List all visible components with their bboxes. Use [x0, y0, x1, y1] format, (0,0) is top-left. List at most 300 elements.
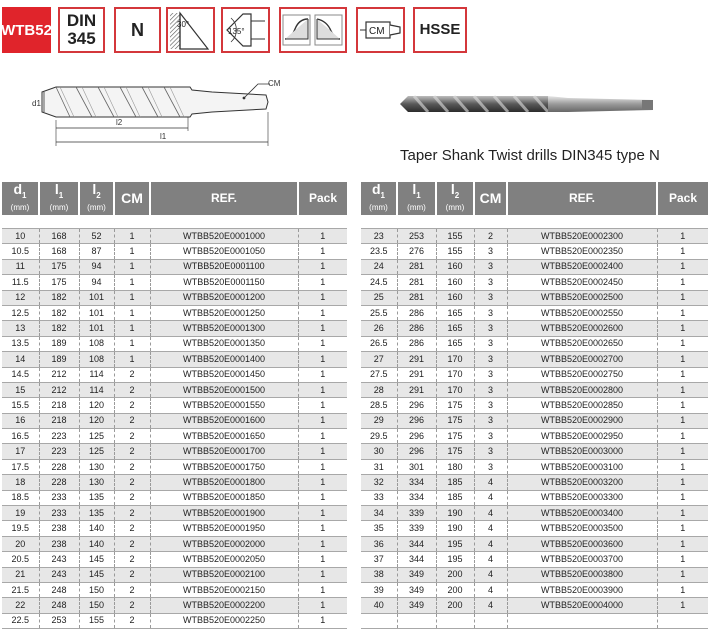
cell-l1: 253	[397, 229, 436, 244]
cell-pack: 1	[298, 490, 347, 505]
cell-l2: 52	[79, 229, 114, 244]
cell-cm: 3	[474, 413, 507, 428]
cell-cm: 2	[114, 444, 150, 459]
cell-cm: 3	[474, 398, 507, 413]
cell-l2: 185	[436, 490, 474, 505]
cell-d1: 28	[361, 382, 397, 397]
cell-pack: 1	[657, 275, 708, 290]
cell-ref: WTBB520E0002800	[507, 382, 657, 397]
angle-text: 135°	[228, 27, 245, 36]
table-row	[2, 598, 347, 613]
cell-pack: 1	[298, 552, 347, 567]
cell-cm: 4	[474, 475, 507, 490]
cell-l2: 200	[436, 567, 474, 582]
cell-d1: 24.5	[361, 275, 397, 290]
cell-cm	[474, 613, 507, 628]
cell-d1: 19.5	[2, 521, 39, 536]
cell-pack: 1	[298, 275, 347, 290]
cell-cm: 1	[114, 275, 150, 290]
material-badge	[413, 7, 467, 53]
spec-table-left	[2, 182, 347, 629]
cell-pack: 1	[298, 429, 347, 444]
table-row	[2, 552, 347, 567]
cell-l1: 349	[397, 567, 436, 582]
cell-ref: WTBB520E0002200	[150, 598, 298, 613]
cell-d1: 29	[361, 413, 397, 428]
cell-ref: WTBB520E0003400	[507, 506, 657, 521]
cell-cm: 2	[114, 598, 150, 613]
cell-ref: WTBB520E0001650	[150, 429, 298, 444]
cell-ref: WTBB520E0001300	[150, 321, 298, 336]
cell-l1: 243	[39, 567, 79, 582]
cell-pack: 1	[298, 459, 347, 474]
cell-cm: 1	[114, 336, 150, 351]
cell-d1: 30	[361, 444, 397, 459]
cell-l2: 120	[79, 413, 114, 428]
cell-l1: 218	[39, 398, 79, 413]
cell-d1: 38	[361, 567, 397, 582]
cell-l1: 344	[397, 552, 436, 567]
cell-l2: 125	[79, 429, 114, 444]
cell-l1: 296	[397, 413, 436, 428]
table-row	[2, 290, 347, 305]
cell-l2: 185	[436, 475, 474, 490]
cell-d1: 24	[361, 259, 397, 274]
table-row	[361, 382, 708, 397]
cell-ref: WTBB520E0002350	[507, 244, 657, 259]
cell-pack: 1	[657, 506, 708, 521]
cell-pack: 1	[657, 444, 708, 459]
cell-ref: WTBB520E0001600	[150, 413, 298, 428]
cell-cm: 3	[474, 336, 507, 351]
cell-cm: 3	[474, 444, 507, 459]
table-row	[2, 229, 347, 244]
table-row	[361, 229, 708, 244]
cell-cm: 3	[474, 321, 507, 336]
cell-pack: 1	[657, 352, 708, 367]
cell-ref: WTBB520E0002450	[507, 275, 657, 290]
cell-l1: 349	[397, 598, 436, 613]
cell-d1: 13.5	[2, 336, 39, 351]
table-row	[361, 336, 708, 351]
cell-l1: 175	[39, 275, 79, 290]
table-row	[2, 506, 347, 521]
cell-l1: 223	[39, 429, 79, 444]
cell-cm: 4	[474, 598, 507, 613]
table-row	[361, 490, 708, 505]
cell-l1	[397, 613, 436, 628]
table-row	[2, 321, 347, 336]
cell-cm: 3	[474, 429, 507, 444]
cell-d1: 14.5	[2, 367, 39, 382]
cell-pack: 1	[657, 536, 708, 551]
table-row	[361, 259, 708, 274]
cell-pack: 1	[657, 521, 708, 536]
cell-l1: 218	[39, 413, 79, 428]
cell-pack: 1	[298, 613, 347, 628]
cell-ref: WTBB520E0002750	[507, 367, 657, 382]
cell-l1: 301	[397, 459, 436, 474]
cell-ref: WTBB520E0001150	[150, 275, 298, 290]
cell-cm: 2	[114, 567, 150, 582]
cell-l2: 175	[436, 429, 474, 444]
cell-l1: 243	[39, 552, 79, 567]
cell-pack: 1	[298, 336, 347, 351]
spacer-cell	[298, 215, 347, 229]
cell-d1: 20	[2, 536, 39, 551]
shank-badge	[356, 7, 405, 53]
table-header-row	[2, 182, 347, 215]
cell-d1: 17	[2, 444, 39, 459]
type-label: N	[131, 20, 144, 40]
cell-ref: WTBB520E0003100	[507, 459, 657, 474]
cell-l1: 212	[39, 382, 79, 397]
cell-l2: 140	[79, 521, 114, 536]
cell-d1: 25	[361, 290, 397, 305]
cell-l2: 155	[436, 229, 474, 244]
cell-pack: 1	[298, 521, 347, 536]
cell-l2: 200	[436, 582, 474, 597]
cell-l1: 189	[39, 352, 79, 367]
cell-ref: WTBB520E0001350	[150, 336, 298, 351]
cell-pack: 1	[657, 259, 708, 274]
cell-pack: 1	[298, 367, 347, 382]
cell-pack: 1	[657, 552, 708, 567]
cell-pack: 1	[298, 536, 347, 551]
col-l2: $l_2$ (mm)	[436, 182, 474, 215]
cell-d1: 39	[361, 582, 397, 597]
cell-l1: 233	[39, 506, 79, 521]
product-code: WTB52	[1, 21, 52, 39]
cell-ref: WTBB520E0001000	[150, 229, 298, 244]
product-code-badge	[2, 7, 51, 53]
cell-d1: 16	[2, 413, 39, 428]
cell-pack: 1	[657, 459, 708, 474]
col-d1: $d_1$ (mm)	[2, 182, 39, 215]
cell-pack: 1	[298, 229, 347, 244]
point-angle-icon	[168, 9, 213, 51]
diagram-cm-label: CM	[268, 79, 281, 88]
cell-ref: WTBB520E0002900	[507, 413, 657, 428]
cell-ref: WTBB520E0001250	[150, 305, 298, 320]
cell-cm: 2	[114, 459, 150, 474]
table-row	[361, 275, 708, 290]
cell-l1: 233	[39, 490, 79, 505]
cell-pack: 1	[298, 259, 347, 274]
cell-d1: 18.5	[2, 490, 39, 505]
table-row	[2, 613, 347, 628]
table-row	[361, 567, 708, 582]
table-row	[361, 244, 708, 259]
cell-cm: 2	[114, 413, 150, 428]
spacer-cell	[39, 215, 79, 229]
drill-dimension-diagram	[30, 76, 290, 148]
cell-cm: 3	[474, 275, 507, 290]
cell-l1: 339	[397, 506, 436, 521]
spacer-cell	[150, 215, 298, 229]
cell-l1: 296	[397, 444, 436, 459]
drill-point-angle-icon	[223, 9, 268, 51]
cell-pack: 1	[657, 598, 708, 613]
cell-d1: 36	[361, 536, 397, 551]
cell-ref: WTBB520E0001900	[150, 506, 298, 521]
cell-ref: WTBB520E0002950	[507, 429, 657, 444]
cell-pack: 1	[657, 413, 708, 428]
cell-cm: 2	[114, 506, 150, 521]
cell-cm: 1	[114, 321, 150, 336]
cell-ref: WTBB520E0002600	[507, 321, 657, 336]
cell-d1: 12	[2, 290, 39, 305]
cell-l2: 140	[79, 536, 114, 551]
cell-cm: 2	[474, 229, 507, 244]
spacer-cell	[79, 215, 114, 229]
cell-pack: 1	[657, 398, 708, 413]
table-row	[2, 475, 347, 490]
table-row	[361, 413, 708, 428]
table-row	[2, 429, 347, 444]
cell-l1: 182	[39, 321, 79, 336]
cell-l1: 182	[39, 290, 79, 305]
diagram-l2-label: l2	[116, 118, 123, 127]
cell-ref: WTBB520E0001950	[150, 521, 298, 536]
cell-ref: WTBB520E0002500	[507, 290, 657, 305]
cell-l2: 114	[79, 382, 114, 397]
cell-l2: 155	[436, 244, 474, 259]
cell-ref: WTBB520E0004000	[507, 598, 657, 613]
cell-cm: 2	[114, 490, 150, 505]
table-spacer-row	[361, 215, 708, 229]
cell-pack: 1	[298, 506, 347, 521]
cell-l2: 170	[436, 382, 474, 397]
table-row	[2, 490, 347, 505]
cell-l2: 101	[79, 321, 114, 336]
cell-l2: 150	[79, 598, 114, 613]
flute-profile-icon	[281, 9, 345, 51]
cell-cm: 4	[474, 536, 507, 551]
diagram-l1-label: l1	[160, 132, 167, 141]
cell-pack: 1	[657, 382, 708, 397]
cell-pack: 1	[657, 321, 708, 336]
table-row	[2, 336, 347, 351]
cell-pack: 1	[298, 352, 347, 367]
cell-ref: WTBB520E0003600	[507, 536, 657, 551]
cell-l1: 286	[397, 305, 436, 320]
cell-cm: 4	[474, 552, 507, 567]
cell-l1: 182	[39, 305, 79, 320]
col-l1: $l_1$ (mm)	[397, 182, 436, 215]
taper-shank-icon	[358, 9, 403, 51]
cell-cm: 1	[114, 244, 150, 259]
cell-l1: 334	[397, 490, 436, 505]
cell-l2: 195	[436, 536, 474, 551]
cell-cm: 1	[114, 305, 150, 320]
cell-d1: 26	[361, 321, 397, 336]
cell-l1: 168	[39, 244, 79, 259]
table-row	[2, 459, 347, 474]
spacer-cell	[397, 215, 436, 229]
cell-ref: WTBB520E0002850	[507, 398, 657, 413]
cell-ref: WTBB520E0002700	[507, 352, 657, 367]
cell-d1: 11.5	[2, 275, 39, 290]
spacer-cell	[657, 215, 708, 229]
cell-l1: 238	[39, 521, 79, 536]
cell-pack: 1	[298, 398, 347, 413]
table-row	[2, 413, 347, 428]
cell-d1: 21	[2, 567, 39, 582]
cell-d1: 37	[361, 552, 397, 567]
cell-ref: WTBB520E0002300	[507, 229, 657, 244]
cell-l2: 94	[79, 275, 114, 290]
cell-d1	[361, 613, 397, 628]
col-pack: Pack	[657, 182, 708, 215]
cell-d1: 20.5	[2, 552, 39, 567]
table-row	[361, 321, 708, 336]
cell-pack: 1	[298, 582, 347, 597]
cell-d1: 40	[361, 598, 397, 613]
cell-l1: 296	[397, 398, 436, 413]
spacer-cell	[2, 215, 39, 229]
table-row	[2, 259, 347, 274]
cell-pack: 1	[298, 598, 347, 613]
cell-ref: WTBB520E0002650	[507, 336, 657, 351]
cell-l1: 248	[39, 598, 79, 613]
cell-cm: 3	[474, 259, 507, 274]
cell-l2: 130	[79, 459, 114, 474]
cell-l2: 175	[436, 413, 474, 428]
cell-d1: 10	[2, 229, 39, 244]
cell-l2: 175	[436, 398, 474, 413]
spacer-cell	[361, 215, 397, 229]
table-row	[2, 536, 347, 551]
table-row	[2, 398, 347, 413]
cell-l2: 195	[436, 552, 474, 567]
cell-pack: 1	[657, 336, 708, 351]
cell-l1: 276	[397, 244, 436, 259]
table-row	[361, 444, 708, 459]
table-row	[361, 290, 708, 305]
cell-l2: 108	[79, 336, 114, 351]
cell-d1: 35	[361, 521, 397, 536]
cell-l2: 170	[436, 367, 474, 382]
cell-l1: 212	[39, 367, 79, 382]
cell-d1: 14	[2, 352, 39, 367]
cell-cm: 4	[474, 567, 507, 582]
table-spacer-row	[2, 215, 347, 229]
table-row	[2, 444, 347, 459]
cell-l1: 339	[397, 521, 436, 536]
cell-ref: WTBB520E0001500	[150, 382, 298, 397]
cell-d1: 15	[2, 382, 39, 397]
cell-d1: 23.5	[361, 244, 397, 259]
drill-product-image	[398, 84, 658, 124]
table-row	[361, 536, 708, 551]
cell-pack	[657, 613, 708, 628]
spec-table-right	[361, 182, 708, 629]
table-row	[2, 582, 347, 597]
cell-cm: 3	[474, 459, 507, 474]
cell-ref: WTBB520E0002050	[150, 552, 298, 567]
table-row	[2, 275, 347, 290]
table-row	[2, 244, 347, 259]
cell-l2: 200	[436, 598, 474, 613]
cell-l1: 281	[397, 275, 436, 290]
cell-pack: 1	[298, 475, 347, 490]
cell-l1: 253	[39, 613, 79, 628]
cell-l2: 190	[436, 521, 474, 536]
cell-l1: 286	[397, 321, 436, 336]
cell-d1: 21.5	[2, 582, 39, 597]
cell-cm: 2	[114, 521, 150, 536]
table-row	[2, 382, 347, 397]
cell-ref: WTBB520E0003700	[507, 552, 657, 567]
cell-cm: 2	[114, 367, 150, 382]
table-row	[2, 352, 347, 367]
shank-text: CM	[369, 26, 385, 37]
table-row	[361, 475, 708, 490]
col-ref: REF.	[150, 182, 298, 215]
table-row	[361, 598, 708, 613]
cell-ref: WTBB520E0003800	[507, 567, 657, 582]
cell-ref: WTBB520E0001450	[150, 367, 298, 382]
cell-l1: 175	[39, 259, 79, 274]
cell-cm: 1	[114, 352, 150, 367]
col-pack: Pack	[298, 182, 347, 215]
col-d1: $d_1$ (mm)	[361, 182, 397, 215]
cell-ref: WTBB520E0002550	[507, 305, 657, 320]
flute-profile-badge	[279, 7, 347, 53]
table-row	[2, 367, 347, 382]
cell-d1: 27	[361, 352, 397, 367]
cell-d1: 26.5	[361, 336, 397, 351]
cell-cm: 1	[114, 259, 150, 274]
cell-cm: 2	[114, 398, 150, 413]
cell-cm: 2	[114, 613, 150, 628]
col-cm: CM	[114, 182, 150, 215]
cell-pack: 1	[657, 290, 708, 305]
spacer-cell	[474, 215, 507, 229]
cell-pack: 1	[657, 305, 708, 320]
cell-l1: 223	[39, 444, 79, 459]
cell-cm: 1	[114, 290, 150, 305]
cell-ref: WTBB520E0001850	[150, 490, 298, 505]
cell-cm: 2	[114, 536, 150, 551]
cell-d1: 27.5	[361, 367, 397, 382]
cell-cm: 4	[474, 521, 507, 536]
cell-d1: 31	[361, 459, 397, 474]
cell-l2: 101	[79, 305, 114, 320]
cell-cm: 3	[474, 244, 507, 259]
cell-ref: WTBB520E0002000	[150, 536, 298, 551]
cell-ref: WTBB520E0003000	[507, 444, 657, 459]
table-row	[2, 567, 347, 582]
table-row	[361, 429, 708, 444]
cell-pack: 1	[657, 367, 708, 382]
angle-badge	[221, 7, 270, 53]
cell-ref: WTBB520E0001750	[150, 459, 298, 474]
cell-l2: 94	[79, 259, 114, 274]
cell-d1: 29.5	[361, 429, 397, 444]
table-row	[361, 367, 708, 382]
table-row	[361, 305, 708, 320]
type-badge	[114, 7, 161, 53]
cell-l2: 160	[436, 259, 474, 274]
cell-l2: 120	[79, 398, 114, 413]
cell-cm: 2	[114, 382, 150, 397]
table-row	[361, 506, 708, 521]
cell-l2: 165	[436, 336, 474, 351]
col-ref: REF.	[507, 182, 657, 215]
cell-l2: 165	[436, 321, 474, 336]
